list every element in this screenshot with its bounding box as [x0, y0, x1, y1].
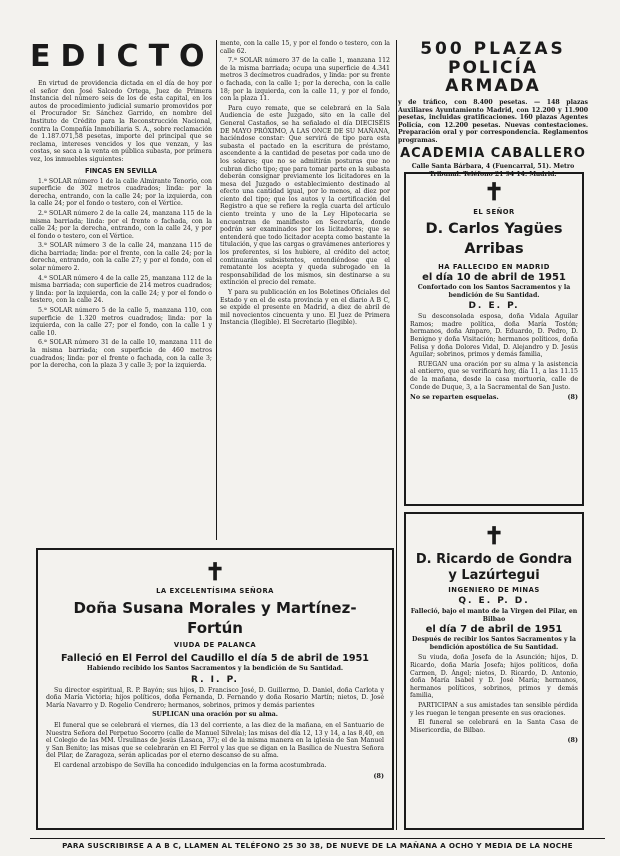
- profession: INGENIERO DE MINAS: [448, 586, 540, 594]
- edicto-paragraph: 4.ª SOLAR número 4 de la calle 25, manzana 112 de la misma barriada; con superficie de 214 metros cuadrados; y linda: por la izquierda, con la calle 24; y por el fondo o testero, con la calle 24.: [30, 274, 212, 305]
- esquela-code: (8): [567, 393, 578, 402]
- deceased-name-line2: y Lazúrtegui: [448, 568, 540, 583]
- edicto-paragraph: Y para su publicación en los Boletines Oficiales del Estado y en el de esta provincia y en el diario A B C, se expide el presente en Madrid, a diez de abril de mil novecientos cincuenta y uno. El Juez de Primera Instancia (Ilegible). El Secretario (Ilegible).: [220, 289, 390, 327]
- died-date: el día 10 de abril de 1951: [422, 272, 566, 283]
- column-rule: [216, 40, 217, 540]
- edicto-paragraph: 2.ª SOLAR número 2 de la calle 24, manzana 115 de la misma barriada; linda: por el frente o fachada, con la calle 24; por la derecha, entrando, con la calle 24, y por el fondo o testero, con el Vértice.: [30, 209, 212, 240]
- edicto-column-2: [220, 40, 390, 538]
- sacraments: Habiendo recibido los Santos Sacramentos y la bendición de Su Santidad.: [86, 665, 344, 672]
- edicto-column: [30, 39, 215, 538]
- deceased-name-line1: D. Ricardo de Gondra: [415, 552, 573, 567]
- sacraments: Después de recibir los Santos Sacramentos y la bendición apostólica de Su Santidad.: [412, 636, 576, 651]
- widow-of: VIUDA DE PALANCA: [173, 641, 257, 649]
- died-intro: Falleció, bajo el manto de la Virgen del Pilar, en Bilbao: [410, 608, 578, 623]
- sacraments: Confortado con los Santos Sacramentos y la bendición de Su Santidad.: [417, 284, 571, 299]
- indulgences-text: El cardenal arzobispo de Sevilla ha concedido indulgencias en la forma acostumbrada.: [54, 761, 327, 769]
- died-date: el día 7 de abril de 1951: [425, 624, 563, 636]
- cross-icon: ✝: [204, 557, 226, 586]
- no-invitations-text: No se reparten esquelas.: [410, 393, 499, 402]
- ruegan-text: PARTICIPAN a sus amistades tan sensible pérdida y les ruegan le tengan presente en sus oraciones.: [410, 701, 578, 717]
- cross-icon: ✝: [483, 521, 505, 550]
- deceased-name: D. Carlos Yagües Arribas: [425, 221, 563, 257]
- edicto-intro: En virtud de providencia dictada en el día de hoy por el señor don José Salcedo Ortega, Juez de Primera Instancia del número seis de los de esta capital, en los autos de procedimiento judicial sumario promovidos por el Procurador Sr. Sánchez Garrido, en nombre del Instituto de Crédito para la Reconstrucción Nacional, contra la Compañía Inmobiliaria S. A., sobre reclamación de 1.187.071,58 pesetas, importe del principal que se reclama, intereses vencidos y los que venzan, y las costas, se saca a la venta en pública subasta, por primera vez, los inmuebles siguientes:: [30, 80, 212, 163]
- ad-headline-policia: POLICÍA ARMADA: [445, 57, 541, 97]
- family-list: Su desconsolada esposa, doña Vidala Aguilar Ramos; madre política, doña María Tostón; hermanos, doña Amparo, D. Eduardo, D. Pedro, D. Benigno y doña Visitación; hermanos políticos, doña Felisa y doña Dolores Vidal, D. Alejandro y D. Jesús Aguilar; sobrinos, primos y demás familia,: [410, 313, 578, 359]
- no-invitations: [410, 393, 578, 401]
- funeral-text: El funeral que se celebrará el viernes, día 13 del corriente, a las diez de la mañana, en el Santuario de Nuestra Señora del Perpetuo Socorro (calle de Manuel Silvela); las misas del día 12, 13 y 14, a las 8,40, en el Colegio de las MM. Ursulinas de Jesús (Lasaca, 37); el de la misma manera en la iglesia de San Manuel y San Benito; las misas que se celebrarán en El Ferrol y las que se digan en la Basílica de Nuestra Señora del Pilar, de Zaragoza, serán aplicadas por el eterno descanso de su alma.: [46, 721, 384, 760]
- esquela-code: (8): [567, 736, 578, 745]
- edicto-paragraph: 6.ª SOLAR número 31 de la calle 10, manzana 111 de la misma barriada; con superficie de 460 metros cuadrados; linda: por el frente o fachada, con la calle 3; por la derecha, con la plaza 3 y calle 3; por la izquierda.: [30, 339, 212, 370]
- ruegan-text: SUPLICAN una oración por su alma.: [152, 711, 278, 719]
- cross-icon: ✝: [483, 177, 505, 206]
- esquela-label: LA EXCELENTÍSIMA SEÑORA: [156, 587, 274, 595]
- academia-ad: [398, 39, 588, 178]
- esquela-yagues: [404, 172, 584, 506]
- family-list: Su director espiritual, R. P. Bayón; sus hijos, D. Francisco José, D. Guillermo, D. Daniel, doña Carlota y doña María Victoria; hijos políticos, doña Fernanda, D. Fernando y doña Rosario Martín; nietos, D. José María Navarro y D. Rogelio Cendrero; hermanos, sobrinos, primos y demás parientes: [46, 686, 384, 709]
- ad-body: y de tráfico, con 8.400 pesetas. — 148 plazas Auxiliares Ayuntamiento Madrid, con 12.200 y 11.900 pesetas, incluidas gratificaciones. 160 plazas Agentes Policía, con 12.200 pesetas. Nuevas contestaciones. Preparación oral y por correspondencia. Reglamentos programas.: [398, 99, 588, 145]
- esquela-morales: [36, 548, 394, 830]
- died-intro: HA FALLECIDO EN MADRID: [438, 263, 550, 271]
- family-list: Su viuda, doña Josefa de la Asunción; hijos, D. Ricardo, doña María Josefa; hijos políticos, doña Carmen, D. Ángel; nietos, D. Ricardo, D. Antonio, doña María Isabel y D. José María; hermanos, hermanos políticos, sobrinos, primos y demás familia,: [410, 654, 578, 700]
- died-statement: Falleció en El Ferrol del Caudillo el día 5 de abril de 1951: [61, 653, 369, 664]
- rip: D. E. P.: [468, 301, 520, 312]
- esquela-label: EL SEÑOR: [473, 208, 515, 216]
- fincas-heading: FINCAS EN SEVILLA: [84, 166, 158, 175]
- edicto-paragraph: 5.ª SOLAR número 5 de la calle 5, manzana 110, con superficie de 1.320 metros cuadrados; linda: por la izquierda, con la calle 27; por el fondo, con la calle 1 y calle 10.: [30, 307, 212, 337]
- rip: Q. E. P. D.: [458, 596, 530, 606]
- edicto-paragraph: 3.ª SOLAR número 3 de la calle 24, manzana 115 de dicha barriada; linda: por el frente, con la calle 24; por la derecha, entrando, con la calle 27; y por el fondo, con el solar número 2.: [30, 242, 212, 273]
- esquela-gondra: [404, 512, 584, 830]
- funeral-text: El funeral se celebrará en la Santa Casa de Misericordia, de Bilbao.: [410, 719, 578, 734]
- subscription-footer: PARA SUSCRIBIRSE A A B C, LLAMEN AL TELÉFONO 25 30 38, DE NUEVE DE LA MAÑANA A OCHO Y MEDIA DE LA NOCHE: [30, 838, 605, 850]
- ruegan-text: RUEGAN una oración por su alma y la asistencia al entierro, que se verificará hoy, día 11, a las 11.15 de la mañana, desde la casa mortuoria, calle de Conde de Duque, 3, a la Sacramental de San Justo.: [410, 360, 578, 391]
- deceased-name: Doña Susana Morales y Martínez-Fortún: [73, 599, 357, 637]
- edicto-paragraph: 7.ª SOLAR número 37 de la calle 1, manzana 112 de la misma barriada; ocupa una superficie de 4.341 metros 3 decímetros cuadrados, y linda: por su frente o fachada, con la calle 1; por la derecha, con la calle 18; por la izquierda, con la calle 11, y por el fondo, con la plaza 11.: [220, 57, 390, 103]
- edicto-paragraph: mente, con la calle 15, y por el fondo o testero, con la calle 62.: [220, 40, 390, 55]
- column-rule: [396, 40, 397, 830]
- ad-headline-plazas: 500 PLAZAS: [420, 39, 566, 59]
- ad-academy-name: ACADEMIA CABALLERO: [400, 145, 586, 161]
- ad-address: Calle Santa Bárbara, 4 (Fuencarral, 51). Metro Tribunal. Teléfono 21 94 14. Madrid.: [411, 162, 575, 178]
- edicto-paragraph: 1.ª SOLAR número 1 de la calle Almirante Tenorio, con superficie de 302 metros cuadrados; linda: por la derecha, entrando, con la calle 24; por la izquierda, con la calle 24; por el fondo o testero, con el Vértice.: [30, 177, 212, 208]
- edicto-paragraph: Para cuyo remate, que se celebrará en la Sala Audiencia de este Juzgado, sito en la calle del General Castaños, se ha señalado el día DIECISÉIS DE MAYO PRÓXIMO, A LAS ONCE DE SU MAÑANA, haciéndose constar: Que servirá de tipo para esta subasta el pactado en la escritura de préstamo, ascendente a la cantidad de pesetas por cada uno de los solares; que no se admitirán posturas que no cubran dicho tipo; que para tomar parte en la subasta deberán consignar previamente los licitadores en la mesa del Juzgado o establecimiento destinado al efecto una cantidad igual, por lo menos, al diez por ciento del tipo; que los autos y la certificación del Registro a que se refiere la regla cuarta del artículo ciento treinta y uno de la Ley Hipotecaria se encuentran de manifiesto en Secretaría, donde podrán ser examinados por los licitadores; que se entenderá que todo licitador acepta como bastante la titulación, y que las cargas o gravámenes anteriores y los preferentes, si los hubiere, al crédito del actor, continuarán subsistentes, entendiéndose que el rematante los acepta y queda subrogado en la responsabilidad de los mismos, sin destinarse a su extinción el precio del remate.: [220, 104, 390, 287]
- esquela-code: (8): [373, 771, 384, 780]
- rip: R. I. P.: [191, 674, 239, 685]
- edicto-title: EDICTO: [30, 39, 215, 74]
